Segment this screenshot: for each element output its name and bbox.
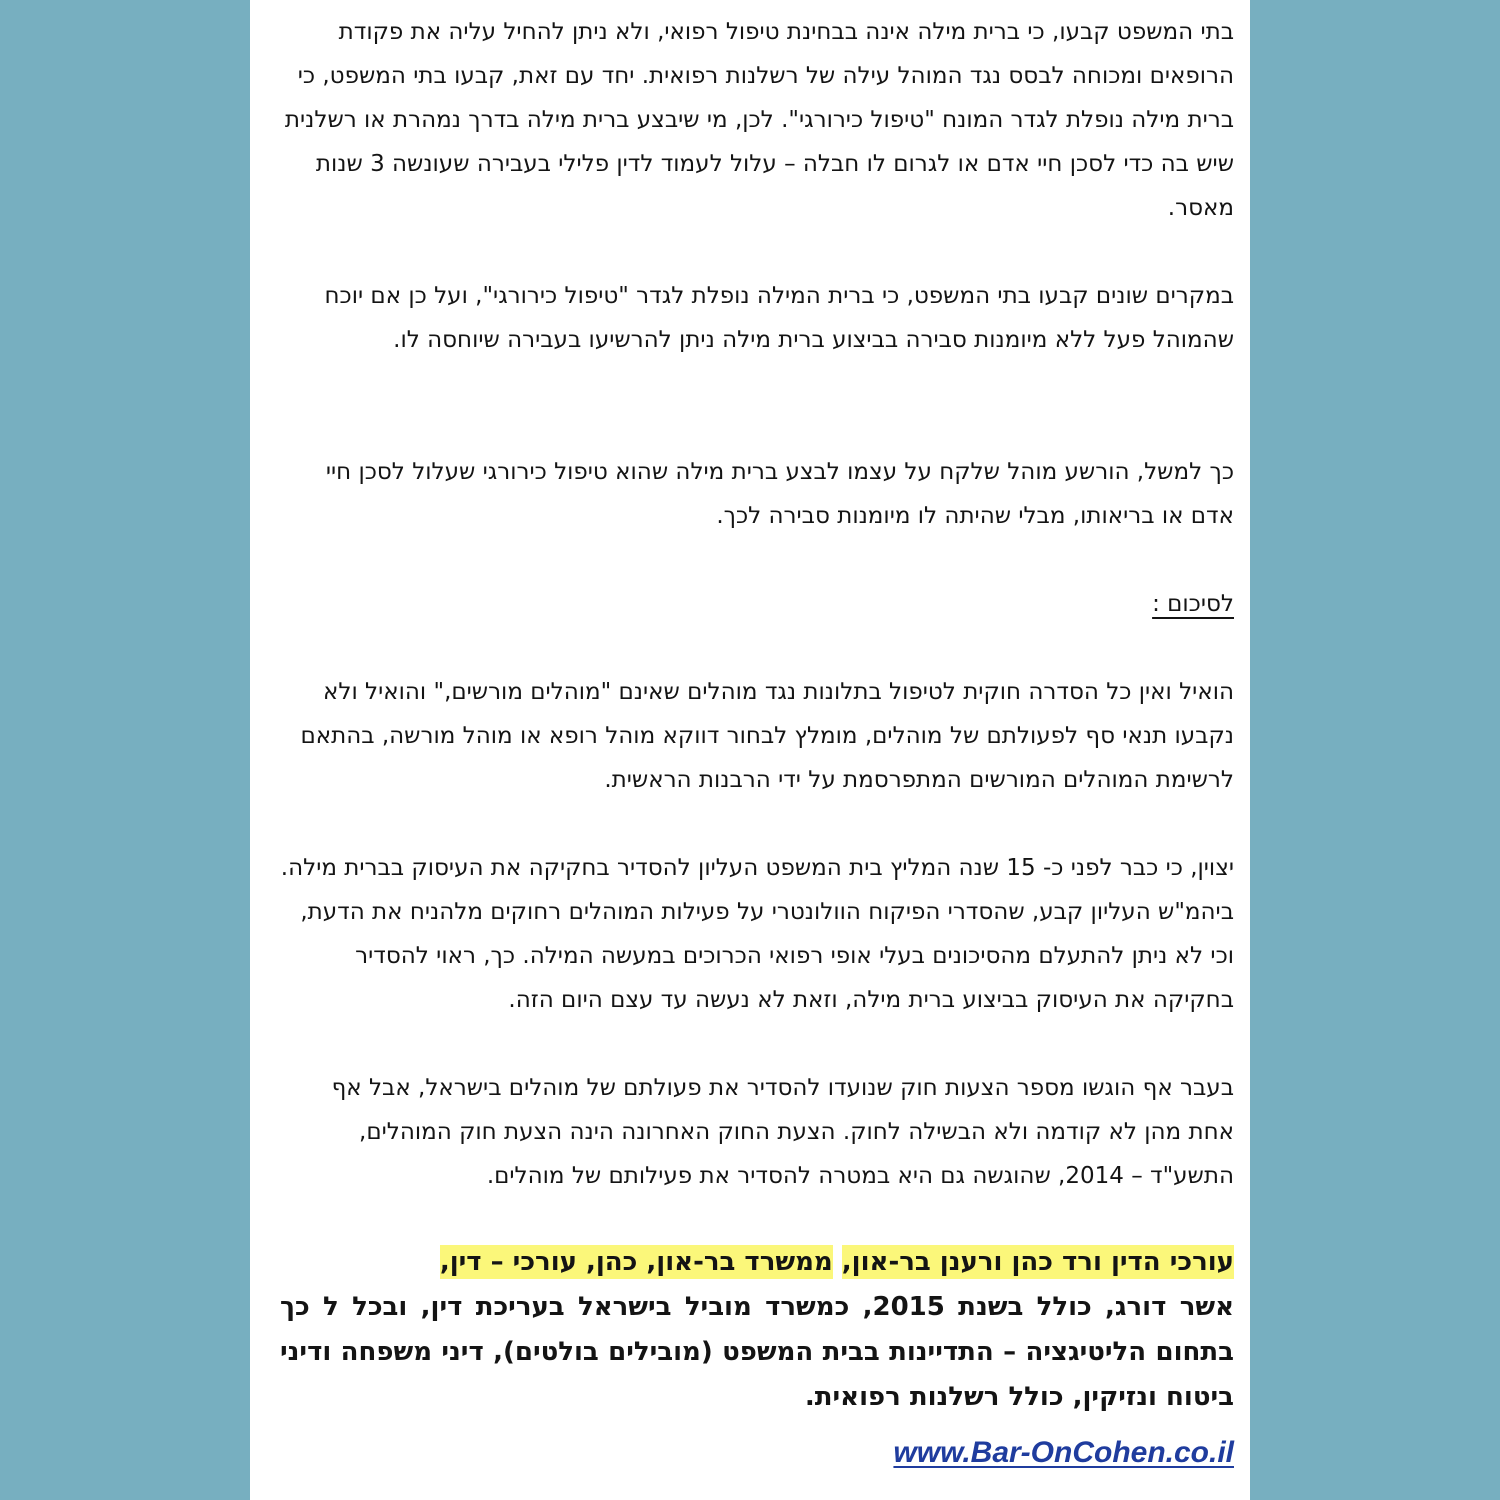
paragraph-criminal-liability: בתי המשפט קבעו, כי ברית מילה אינה בבחינת טיפול רפואי, ולא ניתן להחיל עליה את פקודת הרופאים ומכוחה לבסס נגד המוהל עילה של רשלנות רפואית. יחד עם זאת, קבעו בתי המשפט, כי ברית מילה נופלת לגדר המונח "טיפול כירורגי". לכן, מי שיבצע ברית מילה בדרך נמהרת או רשלנית שיש בה כדי לסכן חיי אדם או לגרום לו חבלה – עלול לעמוד לדין פלילי בעבירה שעונשה 3 שנות מאסר. [284, 19, 1234, 221]
highlight-firm-name: ממשרד בר-און, כהן, עורכי – דין, [439, 1247, 833, 1277]
firm-attribution [280, 1240, 1234, 1285]
paragraph-supreme-court: יצוין, כי כבר לפני כ- 15 שנה המליץ בית המשפט העליון להסדיר בחקיקה את העיסוק בברית מילה. ביהמ"ש העליון קבע, שהסדרי הפיקוח הוולונטרי על פעילות המוהלים רחוקים מלהניח את הדעת, וכי לא ניתן להתעלם מהסיכונים בעלי אופי רפואי הכרוכים במעשה המילה. כך, ראוי להסדיר בחקיקה את העיסוק בביצוע ברית מילה, וזאת לא נעשה עד עצם היום הזה. [280, 855, 1234, 1013]
summary-heading: לסיכום : [1152, 591, 1234, 617]
paragraph-surgical-treatment: במקרים שונים קבעו בתי המשפט, כי ברית המילה נופלת לגדר "טיפול כירורגי", ועל כן אם יוכח שהמוהל פעל ללא מיומנות סבירה בביצוע ברית מילה ניתן להרשיעו בעבירה שיוחסה לו. [324, 283, 1234, 353]
paragraph-example-conviction: כך למשל, הורשע מוהל שלקח על עצמו לבצע ברית מילה שהוא טיפול כירורגי שעלול לסכן חיי אדם או בריאותו, מבלי שהיתה לו מיומנות סבירה לכך. [325, 459, 1234, 529]
highlight-lawyers-names: עורכי הדין ורד כהן ורענן בר-און, [841, 1247, 1234, 1277]
firm-description: אשר דורג, כולל בשנת 2015, כמשרד מוביל בישראל בעריכת דין, ובכל ל כך בתחום הליטיגציה – התדיינות בבית המשפט (מובילים בולטים), דיני משפחה ודיני ביטוח ונזיקין, כולל רשלנות רפואית. [280, 1292, 1234, 1412]
document-page [250, 0, 1250, 1500]
paragraph-recommendation: הואיל ואין כל הסדרה חוקית לטיפול בתלונות נגד מוהלים שאינם "מוהלים מורשים," והואיל ולא נקבעו תנאי סף לפעולתם של מוהלים, מומלץ לבחור דווקא מוהל רופא או מוהל מורשה, בהתאם לרשימת המוהלים המורשים המתפרסמת על ידי הרבנות הראשית. [300, 679, 1234, 793]
website-link[interactable]: www.Bar-OnCohen.co.il [893, 1436, 1234, 1469]
paragraph-bill-proposals: בעבר אף הוגשו מספר הצעות חוק שנועדו להסדיר את פעולתם של מוהלים בישראל, אבל אף אחת מהן לא קודמה ולא הבשילה לחוק. הצעת החוק האחרונה הינה הצעת חוק המוהלים, התשע"ד – 2014, שהוגשה גם היא במטרה להסדיר את פעילותם של מוהלים. [331, 1075, 1234, 1189]
